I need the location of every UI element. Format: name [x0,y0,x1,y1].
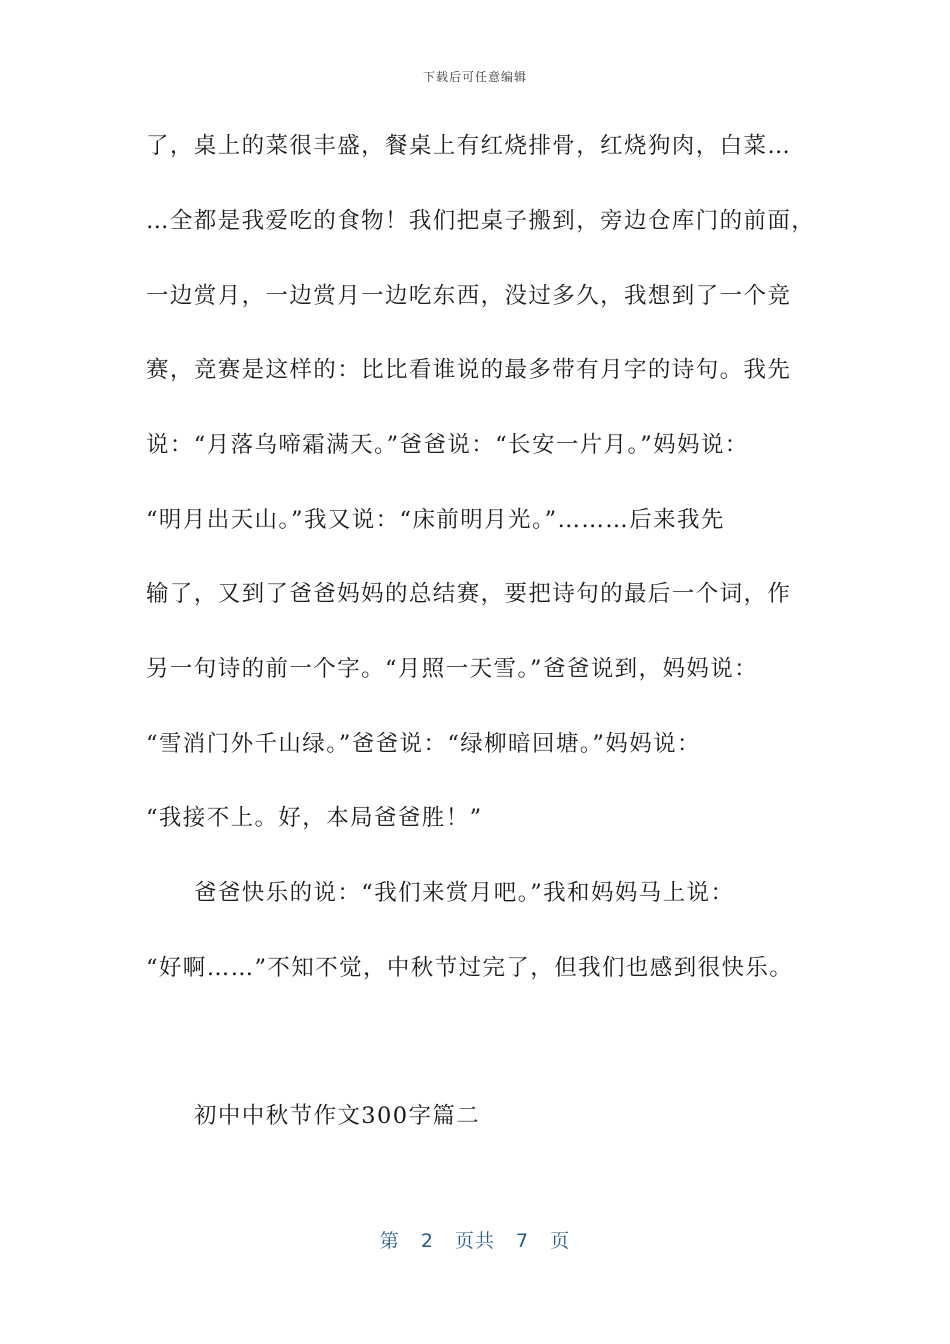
footer-suffix: 页 [550,1230,571,1252]
paragraph-line-10: “我接不上。好，本局爸爸胜！” [146,805,483,831]
paragraph-line-6: “明月出天山。”我又说：“床前明月光。”………后来我先 [146,507,725,533]
paragraph-line-4: 赛，竞赛是这样的：比比看谁说的最多带有月字的诗句。我先 [146,357,792,383]
paragraph-line-2: …全都是我爱吃的食物！我们把桌子搬到，旁边仓库门的前面， [146,208,816,234]
section-heading: 初中中秋节作文300字篇二 [194,1103,481,1129]
paragraph-line-7: 输了，又到了爸爸妈妈的总结赛，要把诗句的最后一个词，作 [146,581,792,607]
footer-total-pages: 7 [516,1230,530,1252]
paragraph-line-9: “雪消门外千山绿。”爸爸说：“绿柳暗回塘。”妈妈说： [146,731,701,757]
paragraph-line-12: “好啊……”不知不觉，中秋节过完了，但我们也感到很快乐。 [146,955,794,981]
footer-middle: 页共 [454,1230,495,1252]
paragraph-line-1: 了，桌上的菜很丰盛，餐桌上有红烧排骨，红烧狗肉，白菜… [146,133,792,159]
footer-prefix: 第 [379,1230,400,1252]
paragraph-line-11: 爸爸快乐的说：“我们来赏月吧。”我和妈妈马上说： [194,880,735,906]
paragraph-line-8: 另一句诗的前一个字。“月照一天雪。”爸爸说到，妈妈说： [146,656,759,682]
footer-page-number: 2 [420,1230,434,1252]
paragraph-line-5: 说：“月落乌啼霜满天。”爸爸说：“长安一片月。”妈妈说： [146,432,749,458]
paragraph-line-3: 一边赏月，一边赏月一边吃东西，没过多久，我想到了一个竞 [146,283,792,309]
page-header: 下载后可任意编辑 [422,70,527,84]
page-footer [0,1226,950,1253]
